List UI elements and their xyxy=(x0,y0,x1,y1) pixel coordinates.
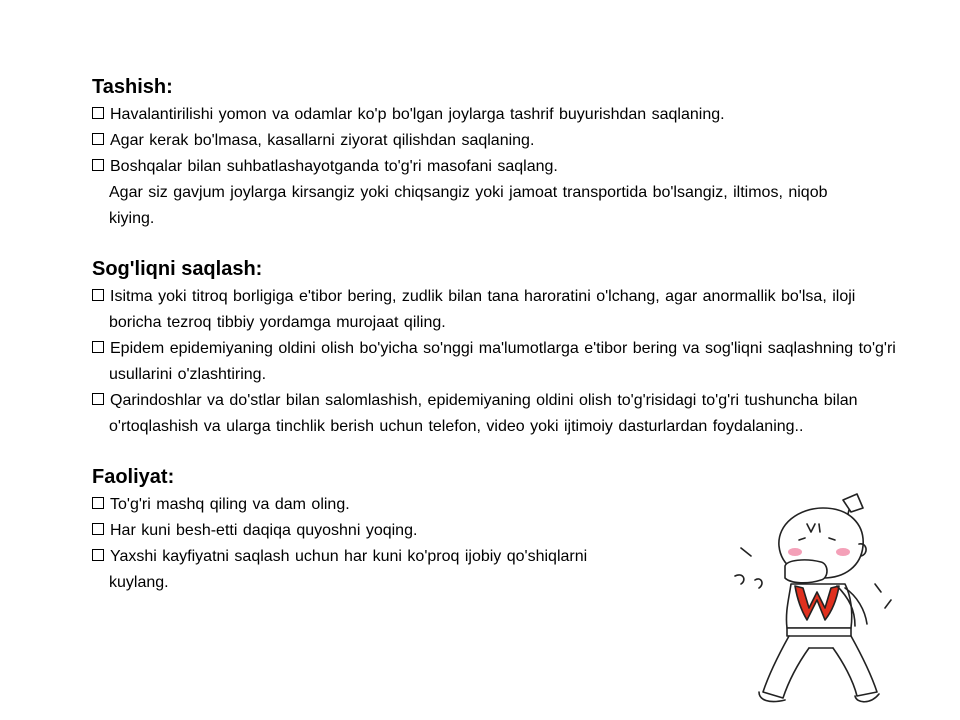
section-heading-faoliyat: Faoliyat: xyxy=(92,466,175,488)
list-item-text: Epidem epidemiyaning oldini olish bo'yicha so'nggi ma'lumotlarga e'tibor bering va sog'liqni saqlashning to'g'ri usullarini o'zlashtiring. xyxy=(109,340,896,383)
checkbox-square-icon xyxy=(92,289,104,301)
list-item-text: Boshqalar bilan suhbatlashayotganda to'g'ri masofani saqlang. xyxy=(110,158,558,175)
checkbox-square-icon xyxy=(92,159,104,171)
list-item-text: Havalantirilishi yomon va odamlar ko'p bo'lgan joylarga tashrif buyurishdan saqlaning. xyxy=(110,106,725,123)
list-item xyxy=(92,154,912,180)
list-item xyxy=(92,102,912,128)
list-item-text: Agar kerak bo'lmasa, kasallarni ziyorat qilishdan saqlaning. xyxy=(110,132,535,149)
list-item-text: Isitma yoki titroq borligiga e'tibor bering, zudlik bilan tana haroratini o'lchang, agar anormallik bo'lsa, iloji boricha tezroq tibbiy yordamga murojaat qiling. xyxy=(109,288,856,331)
section-heading-tashish: Tashish: xyxy=(92,76,173,98)
checkbox-square-icon xyxy=(92,523,104,535)
coughing-cartoon-person-icon xyxy=(725,488,925,713)
list-item xyxy=(92,180,849,232)
list-item xyxy=(92,128,809,154)
section-tashish xyxy=(92,70,912,232)
section-sogliqni-saqlash xyxy=(92,252,912,440)
list-item-text: Agar siz gavjum joylarga kirsangiz yoki chiqsangiz yoki jamoat transportida bo'lsangiz, iltimos, niqob kiying. xyxy=(109,184,828,227)
list-item-text: Qarindoshlar va do'stlar bilan salomlashish, epidemiyaning oldini olish to'g'risidagi to'g'ri tushuncha bilan o'rtoqlashish va ularga tinchlik berish uchun telefon, video yoki ijtimoiy dasturlardan foydalaning.. xyxy=(109,392,858,435)
checkbox-square-icon xyxy=(92,341,104,353)
section-heading-sogliqni-saqlash: Sog'liqni saqlash: xyxy=(92,258,263,280)
checkbox-square-icon xyxy=(92,107,104,119)
checkbox-square-icon xyxy=(92,549,104,561)
list-item xyxy=(92,544,649,596)
list-item xyxy=(92,284,869,336)
list-item xyxy=(92,388,909,440)
list-item-text: To'g'ri mashq qiling va dam oling. xyxy=(110,496,350,513)
list-item-text: Har kuni besh-etti daqiqa quyoshni yoqing. xyxy=(110,522,418,539)
list-item xyxy=(92,336,919,388)
list-item-text: Yaxshi kayfiyatni saqlash uchun har kuni ko'proq ijobiy qo'shiqlarni kuylang. xyxy=(109,548,588,591)
checkbox-square-icon xyxy=(92,497,104,509)
checkbox-square-icon xyxy=(92,133,104,145)
checkbox-square-icon xyxy=(92,393,104,405)
